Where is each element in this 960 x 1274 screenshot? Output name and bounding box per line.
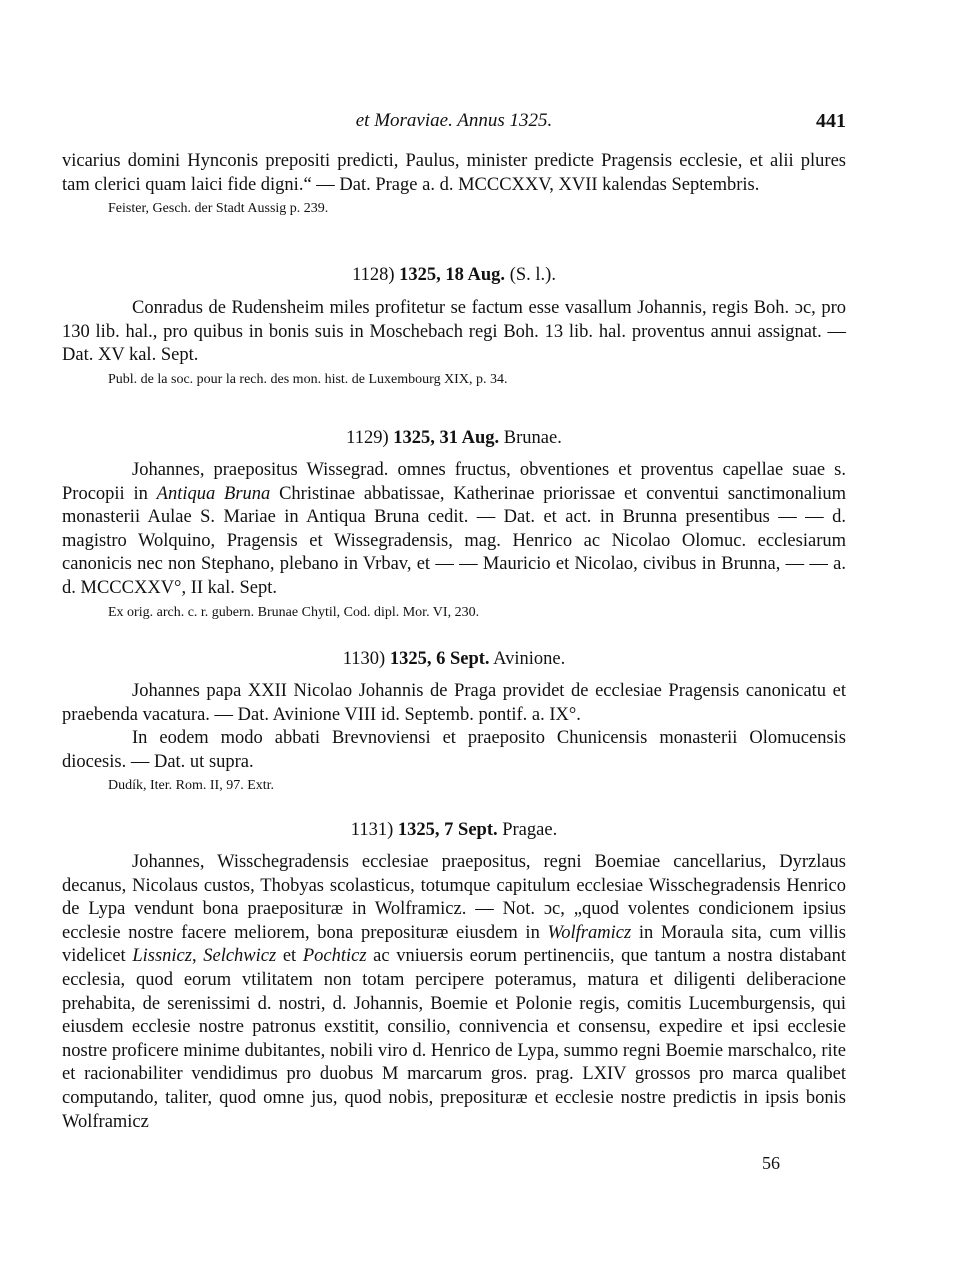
entry-source: Publ. de la soc. pour la rech. des mon. hist. de Luxembourg XIX, p. 34. (108, 371, 508, 387)
italic-place-name: Selchwicz (203, 946, 277, 967)
entry-source: Ex orig. arch. c. r. gubern. Brunae Chytil, Cod. dipl. Mor. VI, 230. (108, 604, 480, 620)
entry-number: 1130) (342, 649, 386, 669)
entry-date: 1325, 7 Sept. (397, 820, 498, 840)
page-number: 441 (816, 110, 846, 132)
entry-heading (62, 647, 846, 671)
italic-place-name: Pochticz (302, 946, 367, 967)
entry-number: 1131) (350, 820, 394, 840)
entry-paragraph: In eodem modo abbati Brevnoviensi et praeposito Chunicensis monasterii Olomucensis diocesis. — Dat. ut supra. (62, 728, 846, 772)
entry-1130 (62, 647, 846, 796)
running-title: et Moraviae. Annus 1325. (355, 110, 553, 131)
italic-place-name: Lissnicz (132, 946, 192, 967)
entry-heading (62, 426, 846, 450)
entry-1129 (62, 426, 846, 623)
entry-place: Avinione. (493, 649, 566, 669)
signature-mark: 56 (762, 1153, 780, 1173)
continuation-text: vicarius domini Hynconis prepositi predicti, Paulus, minister predicte Pragensis ecclesie, et alii plures tam clerici quam laici fide digni.“ — Dat. Prage a. d. MCCCXXV, XVII kalendas Septembris. (62, 151, 846, 195)
entry-paragraph: Johannes papa XXII Nicolao Johannis de Praga providet de ecclesiae Pragensis canonicatu et praebenda vacatura. — Dat. Avinione VIII id. Septemb. pontif. a. IX°. (62, 681, 846, 725)
entry-date: 1325, 6 Sept. (389, 649, 490, 669)
entry-paragraph: Johannes, Wisschegradensis ecclesiae praepositus, regni Boemiae cancellarius, Dyrzlaus decanus, Nicolaus custos, Thobyas scolasticus, totumque capitulum ecclesiae Wisschegradensis Henrico de Lypa vendunt bona praeposituræ in Wolframicz. — Not. ɔc, „quod volentes condicionem ipsius ecclesie nostre facere meliorem, bona preposituræ eiusdem in Wolframicz in Moraula sita, cum villis videlicet Lissnicz, Selchwicz et Pochticz ac vniuersis eorum pertinenciis, que tantum a nostra distabant ecclesia, quod eorum vtilitatem non totam percipere poteramus, matura et diligenti deliberacione prehabita, de serenissimi d. nostri, d. Johannis, Boemie et Polonie regis, comitis Lucemburgensis, qui eiusdem ecclesie nostre patronus exstitit, consilio, connivencia et consensu, expedire et ipsi ecclesie nostre proficere minime dubitantes, nobili viro d. Henrico de Lypa, summo regni Boemie marschalco, rite et racionabiliter vendidimus pro duobus M marcarum gros. prag. LXIV grossos pro marca qualibet computando, taliter, quod omne jus, quod nobis, preposituræ et ecclesie nostre predictis in ipsis bonis Wolframicz (62, 852, 847, 1132)
entry-paragraph: Johannes, praepositus Wissegrad. omnes fructus, obventiones et proventus capellae suae s. Procopii in Antiqua Bruna Christinae abbatissae, Katherinae priorissae et conventui sanctimonalium monasterii Aulae S. Mariae in Antiqua Bruna cedit. — Dat. et act. in Brunna presentibus — — d. magistro Wolquino, Pragensis et Wissegradensis, mag. Henrico ac Nicolao Olomuc. ecclesiarum canonicis nec non Stephano, plebano in Vrbav, et — — Mauricio et Nicolao, civibus in Brunna, — — a. d. MCCCXXV°, II kal. Sept. (62, 460, 846, 598)
page-header (62, 110, 846, 136)
entry-heading (62, 818, 846, 842)
italic-place-name: Antiqua Bruna (156, 483, 271, 504)
entry-number: 1129) (346, 428, 389, 448)
italic-place-name: Wolframicz (547, 922, 632, 943)
entry-place: Pragae. (502, 820, 558, 840)
entry-source: Dudík, Iter. Rom. II, 97. Extr. (108, 778, 275, 794)
entry-date: 1325, 18 Aug. (399, 265, 506, 285)
entry-1131 (62, 818, 846, 1134)
entry-1128 (62, 263, 846, 390)
entry-date: 1325, 31 Aug. (393, 428, 500, 448)
entry-heading (62, 263, 846, 287)
entry-place: Brunae. (503, 428, 562, 448)
continuation-block (62, 150, 846, 219)
entry-paragraph: Conradus de Rudensheim miles profitetur se factum esse vasallum Johannis, regis Boh. ɔc, pro 130 lib. hal., pro quibus in bonis suis in Moschebach regi Boh. 13 lib. hal. proventus annui assignat. — Dat. XV kal. Sept. (62, 298, 846, 366)
continuation-source: Feister, Gesch. der Stadt Aussig p. 239. (108, 201, 329, 217)
entry-place: (S. l.). (509, 265, 556, 285)
entry-number: 1128) (352, 265, 395, 285)
